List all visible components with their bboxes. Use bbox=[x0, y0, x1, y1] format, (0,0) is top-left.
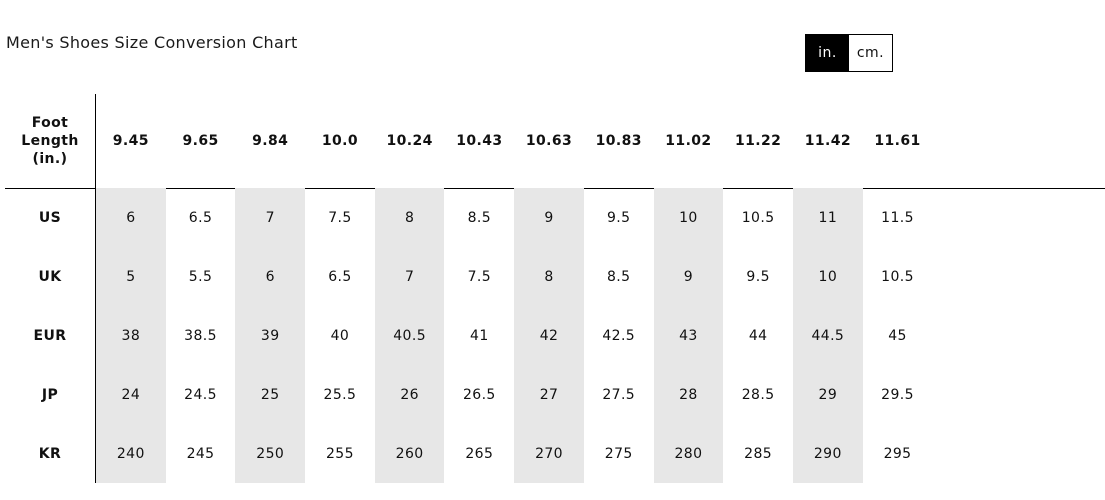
size-cell: 5 bbox=[96, 247, 166, 306]
size-cell: 270 bbox=[514, 424, 584, 483]
size-cell: 275 bbox=[604, 445, 633, 462]
foot-length-cell: 11.02 bbox=[665, 133, 712, 149]
row-label: UK bbox=[5, 247, 96, 306]
size-cell: 9 bbox=[654, 247, 724, 306]
size-cell: 10 bbox=[793, 247, 863, 306]
size-cell: 280 bbox=[654, 424, 724, 483]
size-cell: 250 bbox=[235, 424, 305, 483]
foot-length-cell: 10.24 bbox=[386, 133, 433, 149]
row-label: JP bbox=[5, 365, 96, 424]
unit-inches-button[interactable]: in. bbox=[806, 35, 849, 71]
size-cell: 245 bbox=[186, 445, 215, 462]
table-row bbox=[5, 306, 1105, 365]
foot-length-cell: 9.84 bbox=[252, 133, 289, 149]
size-cell: 290 bbox=[793, 424, 863, 483]
size-cell: 9.5 bbox=[746, 268, 770, 285]
size-cell: 25.5 bbox=[323, 386, 357, 403]
table-row bbox=[5, 365, 1105, 424]
size-cell: 40.5 bbox=[375, 306, 445, 365]
foot-length-cell: 9.45 bbox=[112, 133, 149, 149]
foot-length-cell: 11.61 bbox=[874, 133, 921, 149]
size-cell: 8.5 bbox=[607, 268, 631, 285]
size-cell: 44.5 bbox=[793, 306, 863, 365]
size-cell: 24.5 bbox=[184, 386, 217, 403]
foot-length-header-line: Length bbox=[21, 133, 79, 149]
size-cell: 7 bbox=[375, 247, 445, 306]
size-cell: 5.5 bbox=[188, 268, 213, 285]
size-cell: 45 bbox=[888, 327, 907, 344]
foot-length-cell: 10.63 bbox=[525, 133, 573, 149]
table-row bbox=[5, 188, 1105, 247]
table-header-row bbox=[5, 94, 1105, 189]
size-cell: 9.5 bbox=[607, 209, 631, 226]
size-cell: 6 bbox=[96, 188, 166, 247]
size-cell: 39 bbox=[235, 306, 305, 365]
foot-length-cell: 11.42 bbox=[804, 133, 851, 149]
size-cell: 29 bbox=[793, 365, 863, 424]
table-row bbox=[5, 247, 1105, 306]
size-cell: 25 bbox=[235, 365, 305, 424]
foot-length-header-line: (in.) bbox=[32, 151, 68, 167]
row-label: EUR bbox=[5, 306, 96, 365]
size-cell: 6.5 bbox=[328, 268, 352, 285]
size-cell: 8 bbox=[514, 247, 584, 306]
size-cell: 255 bbox=[325, 445, 354, 462]
size-cell: 28 bbox=[654, 365, 724, 424]
page-title: Men's Shoes Size Conversion Chart bbox=[6, 33, 298, 52]
size-cell: 10 bbox=[654, 188, 724, 247]
size-cell: 7.5 bbox=[328, 209, 352, 226]
size-cell: 42 bbox=[514, 306, 584, 365]
size-cell: 40 bbox=[330, 327, 350, 344]
size-cell: 28.5 bbox=[741, 386, 775, 403]
size-cell: 285 bbox=[744, 445, 773, 462]
size-cell: 240 bbox=[96, 424, 166, 483]
size-cell: 26 bbox=[375, 365, 445, 424]
row-label: KR bbox=[5, 424, 96, 483]
size-cell: 7 bbox=[235, 188, 305, 247]
size-cell: 44 bbox=[748, 327, 768, 344]
size-cell: 38.5 bbox=[184, 327, 217, 344]
size-cell: 260 bbox=[375, 424, 445, 483]
foot-length-header-line: Foot bbox=[31, 115, 69, 131]
size-cell: 26.5 bbox=[462, 386, 496, 403]
size-cell: 6 bbox=[235, 247, 305, 306]
size-cell: 43 bbox=[654, 306, 724, 365]
size-cell: 42.5 bbox=[602, 327, 636, 344]
row-label: US bbox=[5, 188, 96, 247]
size-cell: 24 bbox=[96, 365, 166, 424]
size-cell: 11.5 bbox=[881, 209, 914, 226]
foot-length-cell: 9.65 bbox=[182, 133, 219, 149]
size-cell: 10.5 bbox=[741, 209, 775, 226]
size-cell: 41 bbox=[470, 327, 489, 344]
size-cell: 7.5 bbox=[467, 268, 492, 285]
size-cell: 27.5 bbox=[602, 386, 636, 403]
foot-length-cell: 11.22 bbox=[734, 133, 782, 149]
size-cell: 9 bbox=[514, 188, 584, 247]
size-cell: 8 bbox=[375, 188, 445, 247]
size-cell: 29.5 bbox=[881, 386, 914, 403]
size-cell: 11 bbox=[793, 188, 863, 247]
size-conversion-table bbox=[5, 94, 921, 484]
table-row bbox=[5, 424, 1105, 483]
unit-cm-button[interactable]: cm. bbox=[849, 35, 892, 71]
foot-length-cell: 10.83 bbox=[595, 133, 642, 149]
size-cell: 265 bbox=[465, 445, 494, 462]
size-cell: 38 bbox=[96, 306, 166, 365]
size-cell: 27 bbox=[514, 365, 584, 424]
size-cell: 295 bbox=[883, 445, 912, 462]
foot-length-cell: 10.43 bbox=[456, 133, 503, 149]
foot-length-header bbox=[5, 94, 96, 188]
unit-toggle[interactable] bbox=[805, 34, 893, 72]
foot-length-cell: 10.0 bbox=[321, 133, 359, 149]
size-cell: 8.5 bbox=[467, 209, 492, 226]
size-cell: 6.5 bbox=[188, 209, 213, 226]
size-cell: 10.5 bbox=[881, 268, 914, 285]
